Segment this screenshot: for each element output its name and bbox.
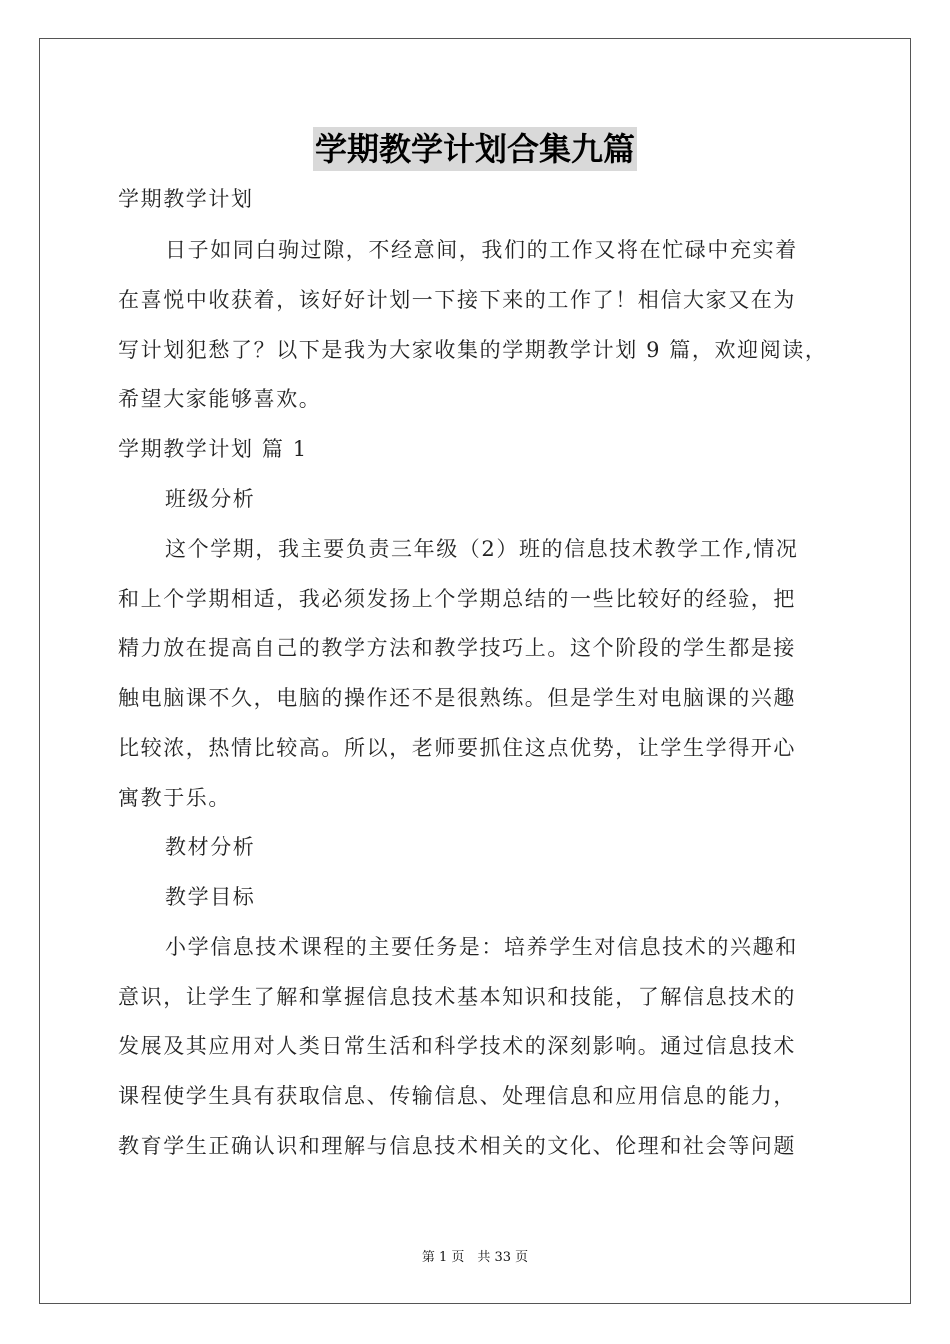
section-heading: 学期教学计划 bbox=[118, 187, 254, 211]
subsection-heading: 教材分析 bbox=[165, 835, 256, 859]
paragraph-line: 希望大家能够喜欢。 bbox=[118, 387, 322, 411]
subsection-heading: 教学目标 bbox=[165, 885, 256, 909]
subsection-heading: 班级分析 bbox=[165, 487, 256, 511]
paragraph-line: 小学信息技术课程的主要任务是：培养学生对信息技术的兴趣和 bbox=[165, 935, 798, 959]
section-heading: 学期教学计划 篇 1 bbox=[118, 437, 308, 461]
paragraph-line: 课程使学生具有获取信息、传输信息、处理信息和应用信息的能力， bbox=[118, 1084, 796, 1108]
page-footer: 第 1 页 共 33 页 bbox=[421, 1250, 529, 1265]
paragraph-line: 比较浓，热情比较高。所以，老师要抓住这点优势，让学生学得开心 bbox=[118, 736, 796, 760]
paragraph-line: 意识，让学生了解和掌握信息技术基本知识和技能，了解信息技术的 bbox=[118, 985, 796, 1009]
paragraph-line: 精力放在提高自己的教学方法和教学技巧上。这个阶段的学生都是接 bbox=[118, 636, 796, 660]
paragraph-line: 触电脑课不久，电脑的操作还不是很熟练。但是学生对电脑课的兴趣 bbox=[118, 686, 796, 710]
paragraph-line: 教育学生正确认识和理解与信息技术相关的文化、伦理和社会等问题 bbox=[118, 1134, 796, 1158]
document-title: 学期教学计划合集九篇 bbox=[313, 127, 637, 171]
title-container bbox=[0, 127, 950, 171]
paragraph-line: 和上个学期相适，我必须发扬上个学期总结的一些比较好的经验，把 bbox=[118, 587, 796, 611]
paragraph-line: 寓教于乐。 bbox=[118, 786, 231, 810]
paragraph-line: 发展及其应用对人类日常生活和科学技术的深刻影响。通过信息技术 bbox=[118, 1034, 796, 1058]
paragraph-line: 这个学期，我主要负责三年级（2）班的信息技术教学工作,情况 bbox=[165, 537, 799, 561]
paragraph-line: 在喜悦中收获着，该好好计划一下接下来的工作了！相信大家又在为 bbox=[118, 288, 796, 312]
paragraph-line: 日子如同白驹过隙，不经意间，我们的工作又将在忙碌中充实着 bbox=[165, 238, 798, 262]
page-border bbox=[39, 38, 911, 1304]
paragraph-line: 写计划犯愁了？以下是我为大家收集的学期教学计划 9 篇，欢迎阅读， bbox=[118, 338, 828, 362]
